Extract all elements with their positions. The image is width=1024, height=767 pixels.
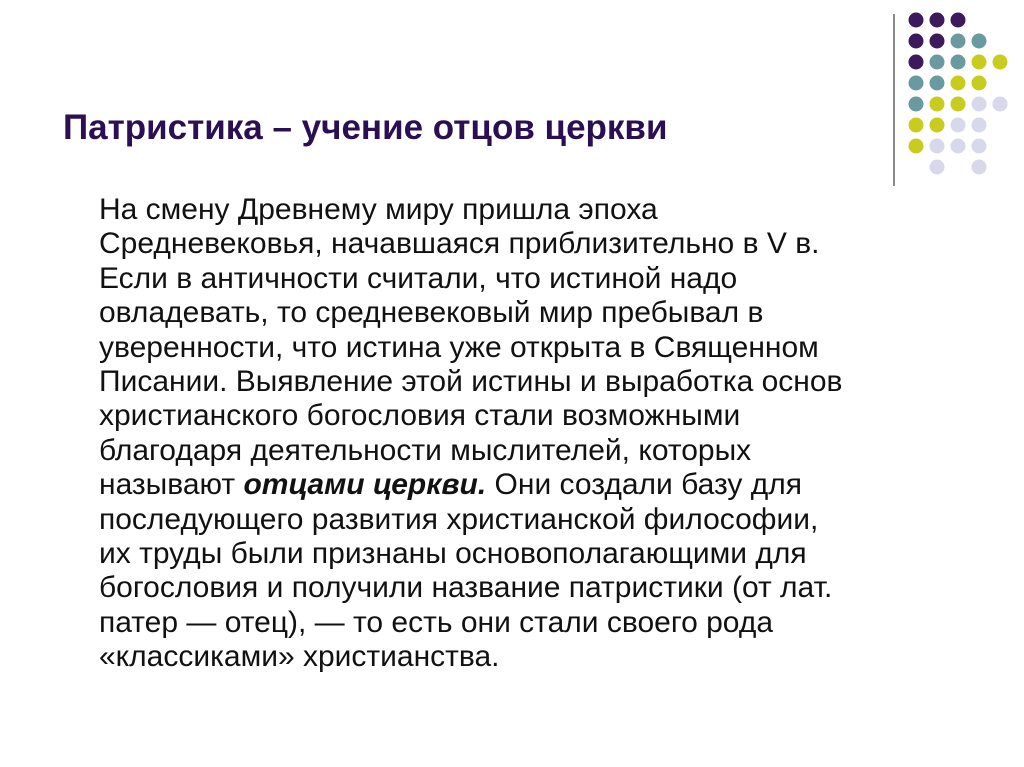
deco-dot xyxy=(993,55,1008,70)
body-line: христианского богословия стали возможными xyxy=(99,399,741,433)
body-line: На смену Древнему миру пришла эпоха xyxy=(99,193,658,226)
deco-dot xyxy=(951,139,966,154)
deco-dot xyxy=(951,118,966,133)
deco-dot xyxy=(951,55,966,70)
deco-dot xyxy=(930,34,945,49)
deco-dot xyxy=(951,34,966,49)
body-line: их труды были признаны основополагающими для xyxy=(99,537,807,571)
decorative-dot-grid xyxy=(0,0,1024,200)
body-line-prefix: называют xyxy=(99,468,244,502)
body-line-suffix: Они создали базу для xyxy=(486,468,802,502)
body-line xyxy=(99,468,999,502)
slide-title: Патристика – учение отцов церкви xyxy=(63,108,668,147)
body-line: Писании. Выявление этой истины и выработка основ xyxy=(99,365,843,399)
deco-dot xyxy=(930,76,945,91)
deco-dot xyxy=(909,76,924,91)
deco-dot xyxy=(972,76,987,91)
deco-dot xyxy=(930,55,945,70)
deco-dot xyxy=(972,118,987,133)
deco-dot xyxy=(930,97,945,112)
body-line: Если в античности считали, что истиной надо xyxy=(99,261,738,295)
deco-dot xyxy=(909,97,924,112)
body-line: благодаря деятельности мыслителей, которых xyxy=(99,433,752,467)
deco-dot xyxy=(972,139,987,154)
body-paragraph xyxy=(99,193,999,675)
body-line: богословия и получили название патристики (от лат. xyxy=(99,571,833,605)
body-line: патер — отец), — то есть они стали своего рода xyxy=(99,605,774,639)
divider-line xyxy=(893,14,895,186)
deco-dot xyxy=(972,34,987,49)
deco-dot xyxy=(930,160,945,175)
deco-dot xyxy=(909,55,924,70)
deco-dot xyxy=(972,55,987,70)
deco-dot xyxy=(972,160,987,175)
body-line: «классиками» христианства. xyxy=(99,640,500,674)
deco-dot xyxy=(930,13,945,28)
body-line: последующего развития христианской философии, xyxy=(99,502,819,536)
body-line: Средневековья, начавшаяся приблизительно в V в. xyxy=(99,227,820,261)
deco-dot xyxy=(909,13,924,28)
deco-dot xyxy=(951,13,966,28)
deco-dot xyxy=(993,97,1008,112)
deco-dot xyxy=(930,118,945,133)
deco-dot xyxy=(909,139,924,154)
body-line: овладевать, то средневековый мир пребывал в xyxy=(99,296,764,330)
emphasized-term: отцами церкви. xyxy=(243,468,487,502)
deco-dot xyxy=(951,76,966,91)
deco-dot xyxy=(951,97,966,112)
body-line: уверенности, что истина уже открыта в Священном xyxy=(99,330,819,364)
deco-dot xyxy=(930,139,945,154)
deco-dot xyxy=(909,34,924,49)
deco-dot xyxy=(972,97,987,112)
deco-dot xyxy=(909,118,924,133)
